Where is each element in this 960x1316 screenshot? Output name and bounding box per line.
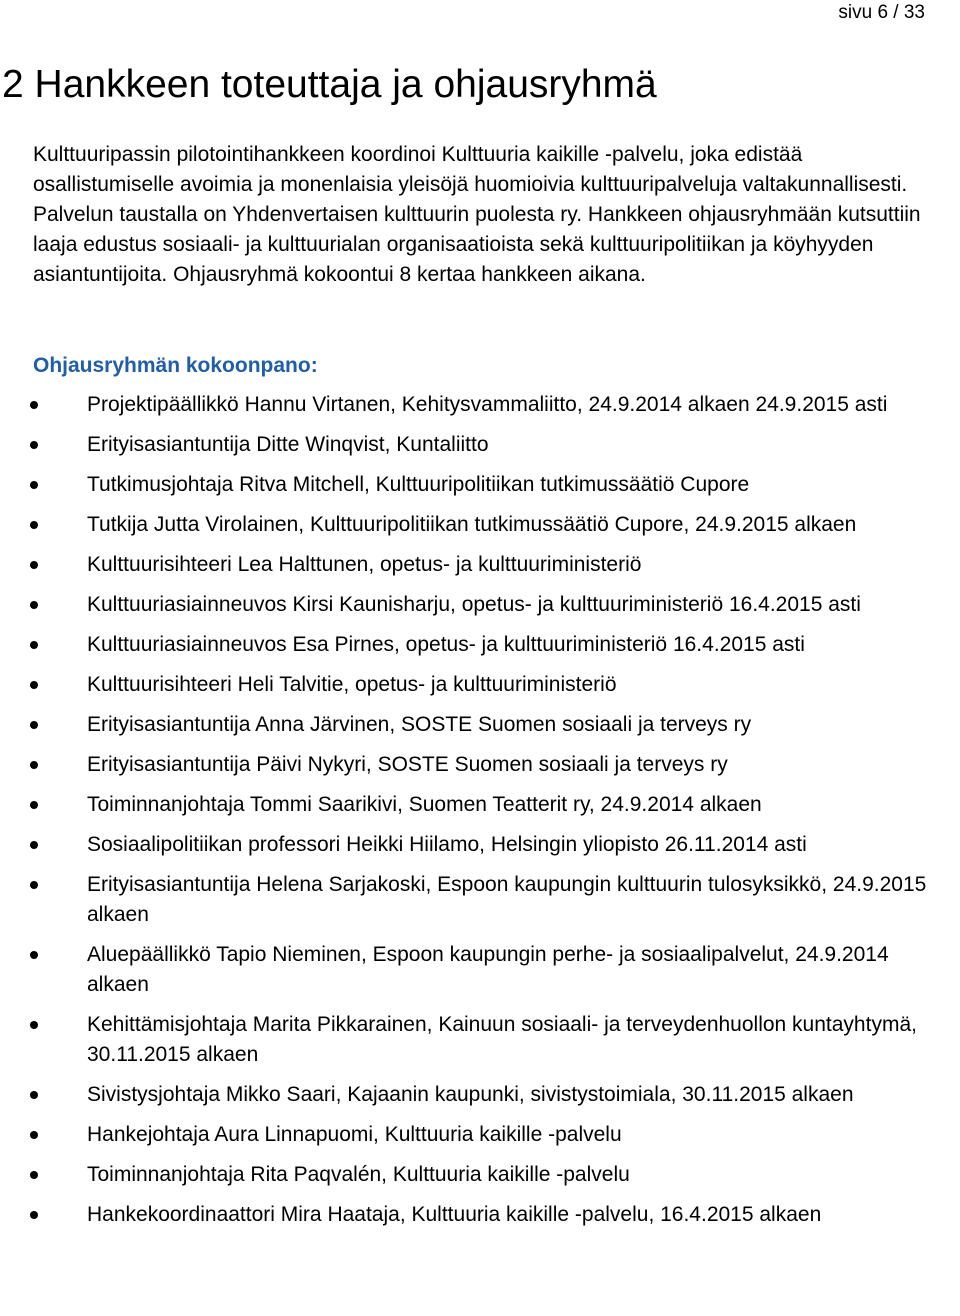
member-text: Kehittämisjohtaja Marita Pikkarainen, Kainuun sosiaali- ja terveydenhuollon kuntayhtymä, 30.11.2015 alkaen bbox=[87, 1013, 917, 1066]
bullet-icon bbox=[30, 761, 38, 769]
list-item bbox=[0, 470, 960, 500]
list-item bbox=[0, 870, 960, 930]
member-text: Kulttuurisihteeri Lea Halttunen, opetus- ja kulttuuriministeriö bbox=[87, 553, 642, 576]
member-text: Kulttuurisihteeri Heli Talvitie, opetus- ja kulttuuriministeriö bbox=[87, 673, 617, 696]
member-text: Kulttuuriasiainneuvos Esa Pirnes, opetus- ja kulttuuriministeriö 16.4.2015 asti bbox=[87, 633, 805, 656]
member-text: Sosiaalipolitiikan professori Heikki Hiilamo, Helsingin yliopisto 26.11.2014 asti bbox=[87, 833, 807, 856]
list-item bbox=[0, 1120, 960, 1150]
member-text: Erityisasiantuntija Helena Sarjakoski, Espoon kaupungin kulttuurin tulosyksikkö, 24.9.2015 alkaen bbox=[87, 873, 927, 926]
bullet-icon bbox=[30, 681, 38, 689]
member-text: Toiminnanjohtaja Rita Paqvalén, Kulttuuria kaikille -palvelu bbox=[87, 1163, 630, 1186]
list-item bbox=[0, 940, 960, 1000]
list-item bbox=[0, 1200, 960, 1230]
intro-paragraph: Kulttuuripassin pilotointihankkeen koordinoi Kulttuuria kaikille -palvelu, joka edistää osallistumiselle avoimia ja monenlaisia yleisöjä huomioivia kulttuuripalveluja valtakunnallisesti. Palvelun taustalla on Yhdenvertaisen kulttuurin puolesta ry. Hankkeen ohjausryhmään kutsuttiin laaja edustus sosiaali- ja kulttuurialan organisaatioista sekä kulttuuripolitiikan ja köyhyyden asiantuntijoita. Ohjausryhmä kokoontui 8 kertaa hankkeen aikana. bbox=[33, 143, 921, 286]
bullet-icon bbox=[30, 1171, 38, 1179]
list-item bbox=[0, 750, 960, 780]
member-text: Sivistysjohtaja Mikko Saari, Kajaanin kaupunki, sivistystoimiala, 30.11.2015 alkaen bbox=[87, 1083, 854, 1106]
bullet-icon bbox=[30, 841, 38, 849]
member-text: Aluepäällikkö Tapio Nieminen, Espoon kaupungin perhe- ja sosiaalipalvelut, 24.9.2014 alkaen bbox=[87, 943, 889, 996]
bullet-icon bbox=[30, 1211, 38, 1219]
page-number: sivu 6 / 33 bbox=[838, 2, 925, 23]
list-item bbox=[0, 710, 960, 740]
bullet-icon bbox=[30, 481, 38, 489]
list-item bbox=[0, 1160, 960, 1190]
list-item bbox=[0, 390, 960, 420]
bullet-icon bbox=[30, 801, 38, 809]
section-heading: 2 Hankkeen toteuttaja ja ohjausryhmä bbox=[2, 63, 657, 106]
member-text: Tutkimusjohtaja Ritva Mitchell, Kulttuuripolitiikan tutkimussäätiö Cupore bbox=[87, 473, 750, 496]
bullet-icon bbox=[30, 561, 38, 569]
bullet-icon bbox=[30, 641, 38, 649]
bullet-icon bbox=[30, 521, 38, 529]
bullet-icon bbox=[30, 1091, 38, 1099]
member-text: Erityisasiantuntija Päivi Nykyri, SOSTE Suomen sosiaali ja terveys ry bbox=[87, 753, 728, 776]
bullet-icon bbox=[30, 401, 38, 409]
member-text: Erityisasiantuntija Ditte Winqvist, Kuntaliitto bbox=[87, 433, 489, 456]
list-item bbox=[0, 790, 960, 820]
list-item bbox=[0, 1080, 960, 1110]
list-item bbox=[0, 830, 960, 860]
bullet-icon bbox=[30, 601, 38, 609]
steering-group-subheading: Ohjausryhmän kokoonpano: bbox=[33, 354, 318, 377]
member-text: Erityisasiantuntija Anna Järvinen, SOSTE Suomen sosiaali ja terveys ry bbox=[87, 713, 752, 736]
list-item bbox=[0, 430, 960, 460]
bullet-icon bbox=[30, 441, 38, 449]
list-item bbox=[0, 630, 960, 660]
member-text: Tutkija Jutta Virolainen, Kulttuuripolitiikan tutkimussäätiö Cupore, 24.9.2015 alkaen bbox=[87, 513, 857, 536]
member-text: Toiminnanjohtaja Tommi Saarikivi, Suomen Teatterit ry, 24.9.2014 alkaen bbox=[87, 793, 762, 816]
bullet-icon bbox=[30, 721, 38, 729]
member-text: Hankekoordinaattori Mira Haataja, Kulttuuria kaikille -palvelu, 16.4.2015 alkaen bbox=[87, 1203, 822, 1226]
bullet-icon bbox=[30, 951, 38, 959]
list-item bbox=[0, 590, 960, 620]
member-text: Kulttuuriasiainneuvos Kirsi Kaunisharju, opetus- ja kulttuuriministeriö 16.4.2015 asti bbox=[87, 593, 861, 616]
member-text: Projektipäällikkö Hannu Virtanen, Kehitysvammaliitto, 24.9.2014 alkaen 24.9.2015 asti bbox=[87, 393, 888, 416]
list-item bbox=[0, 510, 960, 540]
bullet-icon bbox=[30, 881, 38, 889]
list-item bbox=[0, 670, 960, 700]
list-item bbox=[0, 1010, 960, 1070]
steering-group-member-list bbox=[0, 390, 960, 1240]
bullet-icon bbox=[30, 1131, 38, 1139]
list-item bbox=[0, 550, 960, 580]
bullet-icon bbox=[30, 1021, 38, 1029]
member-text: Hankejohtaja Aura Linnapuomi, Kulttuuria kaikille -palvelu bbox=[87, 1123, 622, 1146]
